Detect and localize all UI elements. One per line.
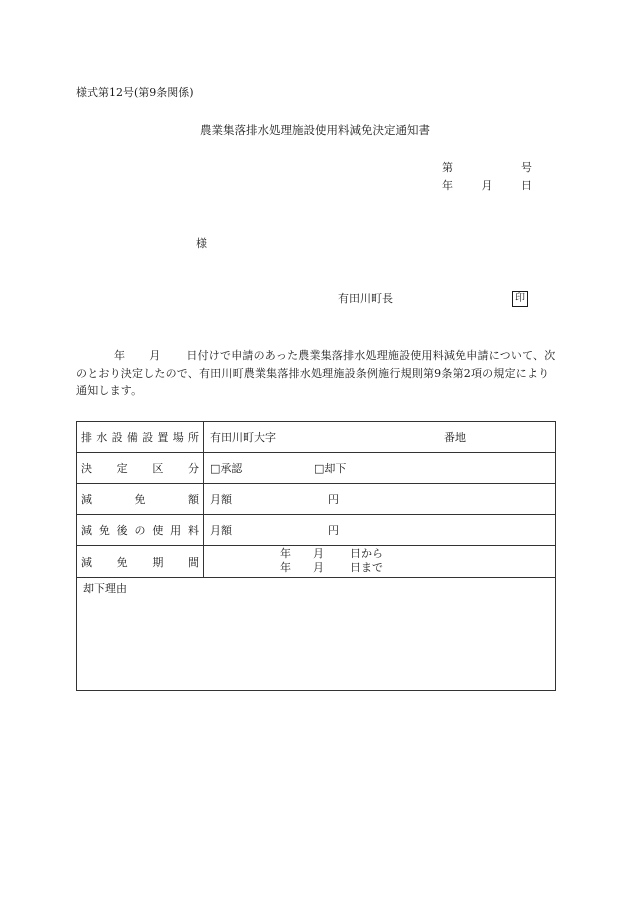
fee-after-label-cell	[77, 515, 204, 545]
fee-after-row	[77, 515, 555, 546]
period-label: 減免期間	[81, 555, 199, 569]
rejection-reason-cell	[77, 578, 555, 690]
period-to	[280, 561, 383, 575]
location-value-cell	[204, 422, 555, 452]
decision-label-cell	[77, 453, 204, 483]
body-year: 年	[114, 349, 126, 362]
period-to-year: 年	[280, 561, 291, 574]
form-number: 様式第12号(第9条関係)	[76, 86, 194, 99]
body-month: 月	[149, 349, 161, 362]
amount-unit: 円	[328, 493, 339, 506]
period-from-day: 日から	[350, 547, 383, 560]
location-label-cell	[77, 422, 204, 452]
fee-after-label: 減免後の使用料	[81, 524, 199, 537]
fee-after-value-cell	[204, 515, 555, 545]
document-date	[442, 179, 532, 193]
fee-after-unit: 円	[328, 524, 339, 537]
location-value: 有田川町大字	[210, 431, 276, 444]
period-from-year: 年	[280, 547, 291, 560]
seal-mark: 印	[512, 291, 528, 307]
document-number	[442, 161, 532, 175]
period-from-month: 月	[313, 547, 324, 560]
doc-number-prefix: 第	[442, 161, 453, 174]
amount-value-cell	[204, 484, 555, 514]
decision-label: 決定区分	[81, 462, 199, 475]
document-title: 農業集落排水処理施設使用料減免決定通知書	[200, 123, 430, 137]
period-to-day: 日まで	[350, 561, 383, 574]
fee-after-monthly: 月額	[210, 524, 232, 537]
rejection-reason-label: 却下理由	[83, 582, 127, 595]
doc-number-suffix: 号	[521, 161, 532, 174]
location-suffix: 番地	[444, 431, 466, 444]
amount-label: 減免額	[81, 493, 199, 506]
issuer: 有田川町長	[338, 292, 393, 305]
addressee: 様	[196, 237, 207, 250]
period-row	[77, 546, 555, 578]
decision-approve-checkbox[interactable]: □承認	[210, 462, 243, 475]
decision-row	[77, 453, 555, 484]
period-from	[280, 547, 383, 561]
notice-body	[76, 347, 556, 400]
decision-table	[76, 421, 556, 691]
doc-date-month: 月	[481, 179, 493, 192]
location-label: 排水設備設置場所	[81, 431, 199, 444]
body-text: 日付けで申請のあった農業集落排水処理施設使用料減免申請について、次のとおり決定したので、有田川町農業集落排水処理施設条例施行規則第9条第2項の規定により通知します。	[76, 349, 556, 397]
amount-label-cell	[77, 484, 204, 514]
location-row	[77, 422, 555, 453]
amount-monthly: 月額	[210, 493, 232, 506]
doc-date-year: 年	[442, 179, 453, 192]
decision-value-cell	[204, 453, 555, 483]
decision-reject-checkbox[interactable]: □却下	[314, 462, 347, 475]
doc-date-day: 日	[521, 179, 532, 192]
amount-row	[77, 484, 555, 515]
period-label-cell	[77, 546, 204, 577]
period-value-cell	[204, 546, 555, 577]
period-to-month: 月	[313, 561, 324, 574]
